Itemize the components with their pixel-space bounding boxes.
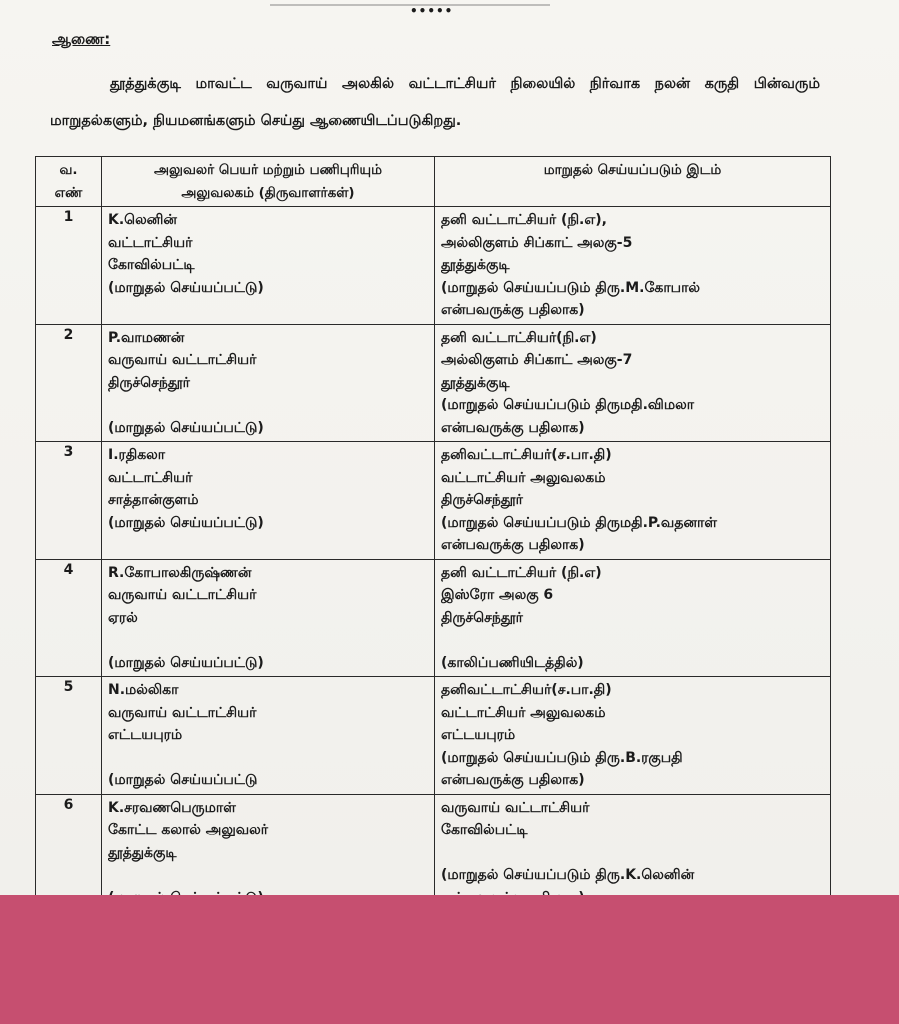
officer-cell-line: (மாறுதல் செய்யப்பட்டு: [108, 772, 258, 788]
header-transfer-place: [435, 157, 831, 207]
transfer-place-cell-line: தூத்துக்குடி: [441, 257, 510, 273]
officer-cell-line: வட்டாட்சியர்: [108, 469, 193, 486]
officer-cell-line: [108, 394, 428, 417]
officer-cell-line: ஏரல்: [108, 609, 138, 626]
transfer-place-cell-line: [441, 629, 824, 652]
officer-cell-line: [108, 864, 428, 887]
header-name-line1: அலுவலர் பெயர் மற்றும் பணிபுரியும்: [154, 162, 382, 178]
officer-cell-line: எட்டயபுரம்: [108, 727, 183, 743]
intro-paragraph: தூத்துக்குடி மாவட்ட வருவாய் அலகில் வட்டாட்சியர் நிலையில் நிர்வாக நலன் கருதி பின்வரும் மாறுதல்களும், நியமனங்களும் செய்து ஆணையிடப்படுகிறது.: [50, 76, 820, 129]
transfer-place-cell-line: தனி வட்டாட்சியர்(நி.எ): [441, 329, 597, 346]
transfer-place-cell-line: (மாறுதல் செய்யப்படும் திரு.B.ரகுபதி: [441, 749, 683, 766]
transfer-place-cell-line: தனி வட்டாட்சியர் (நி.எ),: [441, 212, 607, 228]
transfer-place-cell-line: [441, 842, 824, 865]
serial-number-cell: 2: [36, 324, 102, 442]
transfer-place-cell-line: (மாறுதல் செய்யப்படும் திருமதி.விமலா: [441, 397, 695, 413]
officer-cell: [102, 677, 435, 795]
officer-cell: [102, 794, 435, 912]
serial-number-cell: 4: [36, 559, 102, 677]
officer-cell-line: [108, 629, 428, 652]
officer-cell-line: தூத்துக்குடி: [108, 844, 177, 861]
officer-cell-line: K.லெனின்: [108, 212, 178, 228]
serial-number-cell: 6: [36, 794, 102, 912]
transfer-place-cell-line: என்பவருக்கு பதிலாக): [441, 537, 585, 553]
transfer-place-cell-line: அல்லிகுளம் சிப்காட் அலகு-7: [441, 352, 633, 368]
officer-cell-line: சாத்தான்குளம்: [108, 492, 199, 508]
transfer-place-cell: [435, 442, 831, 560]
table-row: [36, 207, 831, 325]
transfer-place-cell-line: வட்டாட்சியர் அலுவலகம்: [441, 704, 606, 721]
serial-number-cell: 5: [36, 677, 102, 795]
transfer-place-cell-line: அல்லிகுளம் சிப்காட் அலகு-5: [441, 234, 633, 251]
transfer-place-cell-line: (காலிப்பணியிடத்தில்): [441, 654, 584, 671]
transfer-place-cell-line: வட்டாட்சியர் அலுவலகம்: [441, 469, 606, 486]
separator-stars: •••••: [410, 4, 454, 18]
officer-cell-line: (மாறுதல் செய்யப்பட்டு): [108, 514, 264, 531]
officer-cell-line: கோட்ட கலால் அலுவலர்: [108, 822, 269, 838]
serial-number-cell: 1: [36, 207, 102, 325]
transfer-place-cell-line: இஸ்ரோ அலகு 6: [441, 587, 554, 603]
officer-cell: [102, 207, 435, 325]
table-body: [36, 207, 831, 912]
transfer-place-cell-line: தூத்துக்குடி: [441, 374, 510, 391]
transfer-place-cell-line: தனிவட்டாட்சியர்(ச.பா.தி): [441, 447, 612, 463]
transfer-place-cell-line: என்பவருக்கு பதிலாக): [441, 302, 585, 318]
transfer-place-cell-line: கோவில்பட்டி: [441, 822, 528, 838]
officer-cell-line: K.சரவணபெருமாள்: [108, 799, 236, 816]
table-row: [36, 324, 831, 442]
header-sno-line2: எண்: [54, 184, 83, 201]
officer-cell: [102, 559, 435, 677]
officer-cell-line: திருச்செந்தூர்: [108, 374, 190, 391]
header-serial-number: [36, 157, 102, 207]
officer-cell-line: [108, 747, 428, 770]
transfer-place-cell-line: என்பவருக்கு பதிலாக): [441, 772, 585, 788]
serial-number-cell: 3: [36, 442, 102, 560]
officer-cell-line: வட்டாட்சியர்: [108, 234, 193, 251]
transfer-place-cell-line: (மாறுதல் செய்யப்படும் திருமதி.P.வதனாள்: [441, 514, 717, 531]
officer-cell-line: (மாறுதல் செய்யப்பட்டு): [108, 654, 264, 671]
transfer-place-cell-line: வருவாய் வட்டாட்சியர்: [441, 799, 590, 816]
transfer-place-cell-line: (மாறுதல் செய்யப்படும் திரு.K.லெனின்: [441, 867, 695, 883]
transfer-place-cell-line: திருச்செந்தூர்: [441, 492, 523, 508]
transfer-place-cell-line: திருச்செந்தூர்: [441, 609, 523, 626]
officer-cell-line: வருவாய் வட்டாட்சியர்: [108, 587, 257, 603]
header-name-line2: அலுவலகம் (திருவாளர்கள்): [181, 184, 355, 201]
order-heading: ஆணை:: [52, 30, 111, 48]
transfer-place-cell-line: (மாறுதல் செய்யப்படும் திரு.M.கோபால்: [441, 279, 700, 296]
transfer-place-cell-line: எட்டயபுரம்: [441, 727, 516, 743]
transfer-place-cell-line: தனிவட்டாட்சியர்(ச.பா.தி): [441, 682, 612, 698]
officer-cell-line: வருவாய் வட்டாட்சியர்: [108, 704, 257, 721]
table-row: [36, 442, 831, 560]
table-header-row: [36, 157, 831, 207]
transfer-place-cell: [435, 677, 831, 795]
transfer-place-cell-line: என்பவருக்கு பதிலாக): [441, 419, 585, 436]
transfer-place-cell: [435, 794, 831, 912]
officer-cell-line: N.மல்லிகா: [108, 682, 179, 698]
table-row: [36, 559, 831, 677]
footer-color-band: [0, 895, 899, 1024]
officer-cell-line: கோவில்பட்டி: [108, 257, 195, 273]
table-row: [36, 677, 831, 795]
officer-cell-line: (மாறுதல் செய்யப்பட்டு): [108, 279, 264, 296]
header-place-line: மாறுதல் செய்யப்படும் இடம்: [543, 162, 722, 178]
transfer-place-cell: [435, 207, 831, 325]
officer-cell-line: வருவாய் வட்டாட்சியர்: [108, 352, 257, 368]
header-officer-name: [102, 157, 435, 207]
officer-cell-line: R.கோபாலகிருஷ்ணன்: [108, 564, 252, 581]
officer-cell-line: I.ரதிகலா: [108, 447, 166, 463]
officer-cell: [102, 442, 435, 560]
transfer-table: [35, 156, 831, 912]
officer-cell: [102, 324, 435, 442]
header-sno-line1: வ.: [59, 162, 78, 178]
table-row: [36, 794, 831, 912]
officer-cell-line: P.வாமணன்: [108, 329, 185, 346]
transfer-place-cell-line: தனி வட்டாட்சியர் (நி.எ): [441, 564, 602, 581]
officer-cell-line: (மாறுதல் செய்யப்பட்டு): [108, 419, 264, 436]
transfer-place-cell: [435, 559, 831, 677]
transfer-place-cell: [435, 324, 831, 442]
